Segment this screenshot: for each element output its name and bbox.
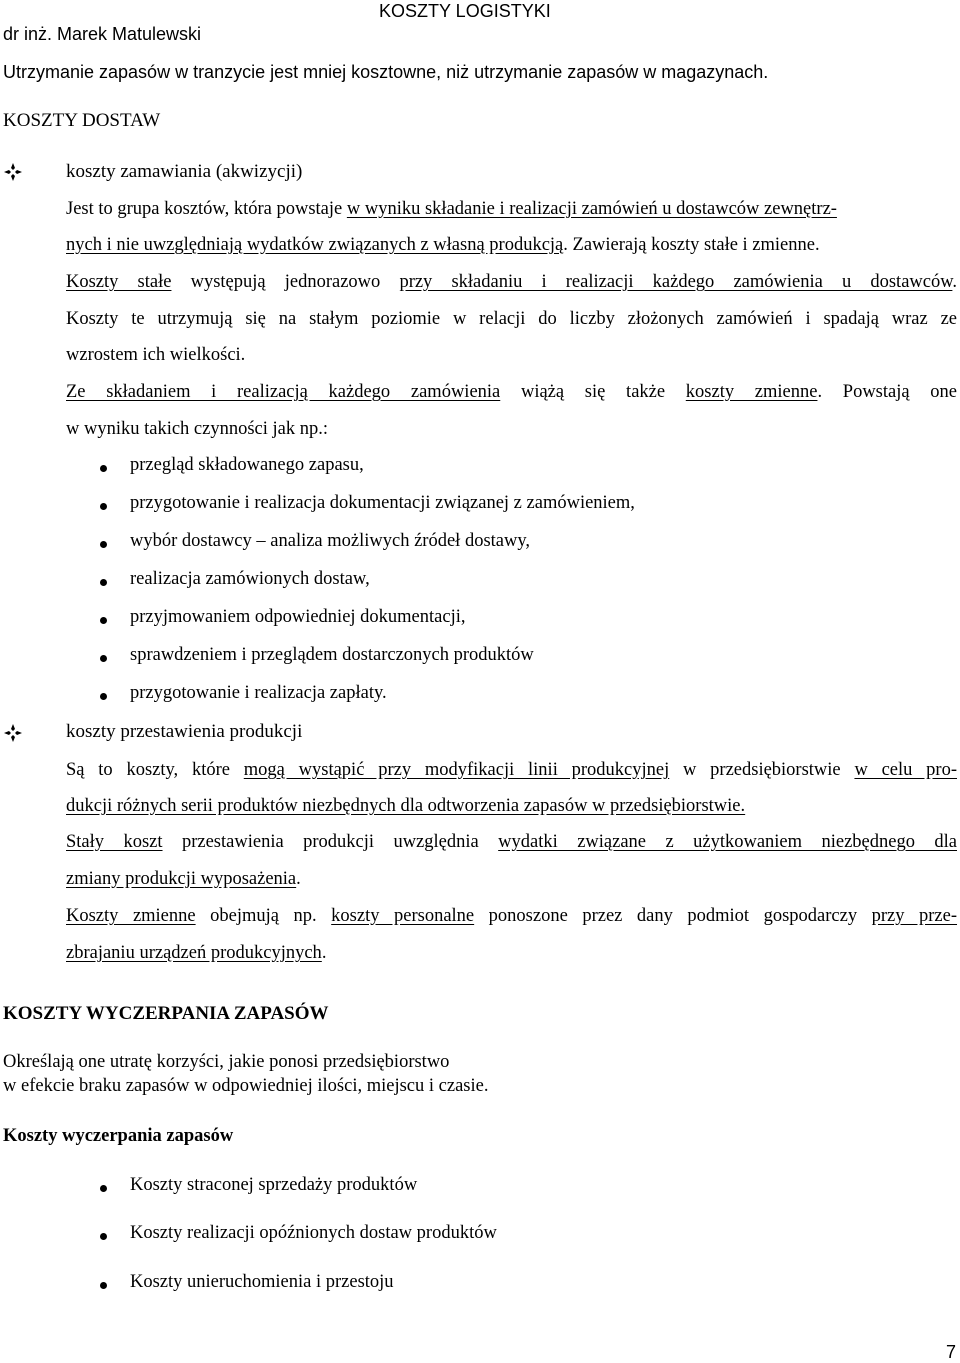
intro-text: Utrzymanie zapasów w tranzycie jest mniej kosztowne, niż utrzymanie zapasów w magazynach. — [3, 62, 769, 82]
list-item: sprawdzeniem i przeglądem dostarczonych produktów — [130, 645, 534, 665]
paragraph-7-line-2: zbrajaniu urządzeń produkcyjnych. — [66, 943, 327, 963]
list-item: Koszty unieruchomienia i przestoju — [130, 1272, 394, 1292]
paragraph-3-line-2: wzrostem ich wielkości. — [66, 345, 246, 365]
wyczerpania-text-line-1: Określają one utratę korzyści, jakie ponosi przedsiębiorstwo — [3, 1052, 450, 1072]
bullet-dot-icon — [100, 1185, 107, 1192]
page-number: 7 — [946, 1342, 957, 1362]
list-item: realizacja zamówionych dostaw, — [130, 569, 370, 589]
section-heading-wyczerpania: KOSZTY WYCZERPANIA ZAPASÓW — [3, 1003, 329, 1024]
bullet-dot-icon — [100, 693, 107, 700]
list-item: przyjmowaniem odpowiedniej dokumentacji, — [130, 607, 466, 627]
item-title-przestawienia: koszty przestawienia produkcji — [66, 721, 303, 742]
list-item: przegląd składowanego zapasu, — [130, 455, 364, 475]
diamond-bullet-icon — [3, 723, 23, 743]
paragraph-5-line-2: dukcji różnych serii produktów niezbędnych dla odtworzenia zapasów w przedsiębiorstwie. — [66, 796, 746, 816]
bullet-dot-icon — [100, 579, 107, 586]
bullet-dot-icon — [100, 465, 107, 472]
paragraph-1-line-2: nych i nie uwzględniają wydatków związanych z własną produkcją. Zawierają koszty stałe i zmienne. — [66, 235, 820, 255]
bullet-dot-icon — [100, 655, 107, 662]
paragraph-7-line-1: Koszty zmienne obejmują np. koszty personalne ponoszone przez dany podmiot gospodarczy przy prze- — [66, 906, 958, 926]
wyczerpania-text-line-2: w efekcie braku zapasów w odpowiedniej ilości, miejscu i czasie. — [3, 1076, 489, 1096]
list-item: wybór dostawcy – analiza możliwych źródeł dostawy, — [130, 531, 531, 551]
paragraph-1-line-1: Jest to grupa kosztów, która powstaje w wyniku składanie i realizacji zamówień u dostawców zewnętrz- — [66, 199, 837, 219]
list-item: przygotowanie i realizacja dokumentacji związanej z zamówieniem, — [130, 493, 635, 513]
bullet-dot-icon — [100, 1282, 107, 1289]
list-item: Koszty straconej sprzedaży produktów — [130, 1175, 418, 1195]
author-name: dr inż. Marek Matulewski — [3, 24, 202, 44]
paragraph-2: Koszty stałe występują jednorazowo przy składaniu i realizacji każdego zamówienia u dostawców. — [66, 272, 958, 292]
paragraph-5-line-1: Są to koszty, które mogą wystąpić przy modyfikacji linii produkcyjnej w przedsiębiorstwie w celu pro- — [66, 760, 957, 780]
wyczerpania-subheading: Koszty wyczerpania zapasów — [3, 1126, 234, 1146]
paragraph-6-line-2: zmiany produkcji wyposażenia. — [66, 869, 301, 889]
list-item: Koszty realizacji opóźnionych dostaw produktów — [130, 1223, 497, 1243]
bullet-dot-icon — [100, 1233, 107, 1240]
document-title: KOSZTY LOGISTYKI — [379, 1, 551, 21]
diamond-bullet-icon — [3, 162, 23, 182]
paragraph-6-line-1: Stały koszt przestawienia produkcji uwzględnia wydatki związane z użytkowaniem niezbędnego dla — [66, 832, 957, 852]
bullet-dot-icon — [100, 541, 107, 548]
section-heading-dostaw: KOSZTY DOSTAW — [3, 110, 161, 131]
bullet-dot-icon — [100, 617, 107, 624]
bullet-dot-icon — [100, 503, 107, 510]
item-title-zamawiania: koszty zamawiania (akwizycji) — [66, 161, 303, 182]
paragraph-4-line-2: w wyniku takich czynności jak np.: — [66, 419, 329, 439]
paragraph-4-line-1: Ze składaniem i realizacją każdego zamówienia wiążą się także koszty zmienne. Powstają one — [66, 382, 957, 402]
list-item: przygotowanie i realizacja zapłaty. — [130, 683, 387, 703]
paragraph-3-line-1: Koszty te utrzymują się na stałym poziomie w relacji do liczby złożonych zamówień i spadają wraz ze — [66, 309, 957, 329]
